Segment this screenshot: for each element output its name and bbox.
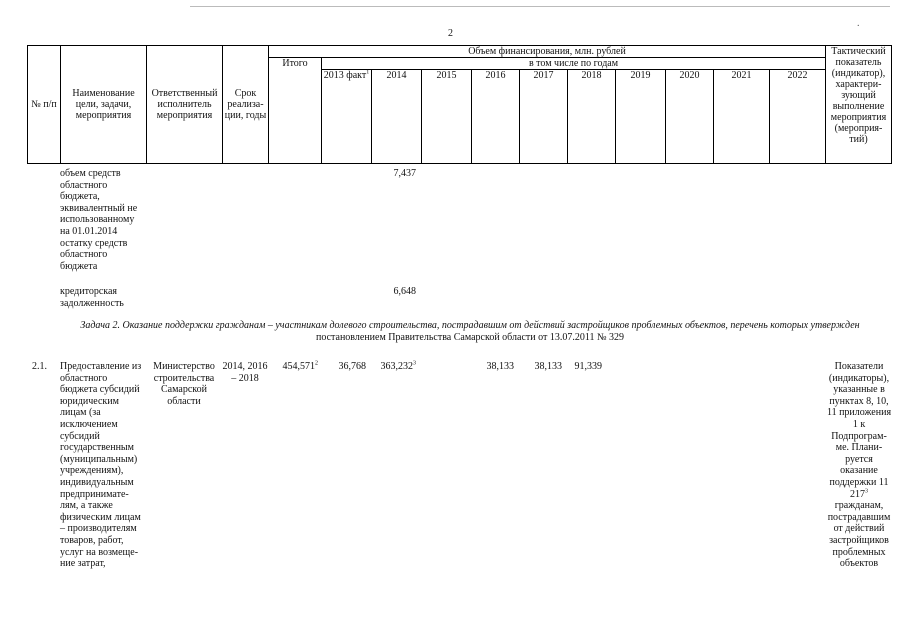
row-budget-2014: 7,437 [393, 168, 416, 179]
task-2-suffix: постановлением Правительства Самарской области от 13.07.2011 № 329 [315, 332, 625, 343]
header-by-years: в том числе по годам [322, 58, 826, 70]
header-year-2014: 2014 [372, 70, 422, 164]
scan-mark: . [857, 18, 860, 29]
row-debt-name: кредиторская задолженность [60, 286, 124, 309]
row-debt-2014: 6,648 [393, 286, 416, 297]
page-number: 2 [448, 28, 453, 39]
header-term: Срок реализа-ции, годы [223, 46, 269, 164]
row-2-1-2017: 38,133 [534, 361, 562, 372]
header-total: Итого [269, 58, 322, 164]
header-year-2018: 2018 [568, 70, 616, 164]
row-2-1-2013: 36,768 [338, 361, 366, 372]
row-2-1-name: Предоставление из областного бюджета субсидий юридическим лицам (за исключением субсидий государственным (муниципальным) учреждениям), индивидуальным предпринимате-лям, а также физическим лицам – производителям товаров, работ, услуг на возмеще-ние затрат, [60, 361, 142, 570]
row-2-1-indicator: Показатели (индикаторы), указанные в пунктах 8, 10, 11 приложения 1 к Подпрограм-ме. Плани-руется оказание поддержки 11 $217^3$ гражданам, пострадавшим от действий застройщиков проблемных объектов [826, 361, 892, 570]
header-year-2016: 2016 [472, 70, 520, 164]
header-name: Наименование цели, задачи, мероприятия [61, 46, 147, 164]
header-year-2015: 2015 [422, 70, 472, 164]
header-responsible: Ответственный исполнитель мероприятия [147, 46, 223, 164]
header-funding: Объем финансирования, млн. рублей [269, 46, 826, 58]
row-2-1-2018: 91,339 [574, 361, 602, 372]
header-year-2022: 2022 [770, 70, 826, 164]
header-table [27, 45, 892, 164]
header-year-2020: 2020 [666, 70, 714, 164]
header-num: № п/п [28, 46, 61, 164]
row-2-1-total: 454,571$^2$ [282, 360, 318, 372]
row-2-1-num: 2.1. [32, 361, 47, 372]
row-2-1-responsible: Министерство строительства Самарской области [153, 361, 215, 407]
header-year-2013: 2013 факт$^1$ [322, 70, 372, 164]
task-2-prefix: Задача 2. Оказание поддержки гражданам – участникам долевого строительства, пострадавшим от действий застройщиков проблемных объектов, перечень которых утвержден [80, 320, 860, 331]
top-rule [190, 6, 890, 7]
task-2-heading [60, 320, 880, 344]
row-budget-name: объем средств областного бюджета, эквивалентный не использованному на 01.01.2014 остатку средств областного бюджета [60, 168, 138, 272]
header-year-2021: 2021 [714, 70, 770, 164]
header-indicator: Тактический показатель (индикатор), характери-зующий выполнение мероприятия (мероприя-тий) [826, 46, 892, 164]
row-2-1-2014: 363,232$^3$ [380, 360, 416, 372]
row-2-1-2016: 38,133 [486, 361, 514, 372]
header-year-2017: 2017 [520, 70, 568, 164]
row-2-1-term: 2014, 2016 – 2018 [222, 361, 268, 384]
header-year-2019: 2019 [616, 70, 666, 164]
